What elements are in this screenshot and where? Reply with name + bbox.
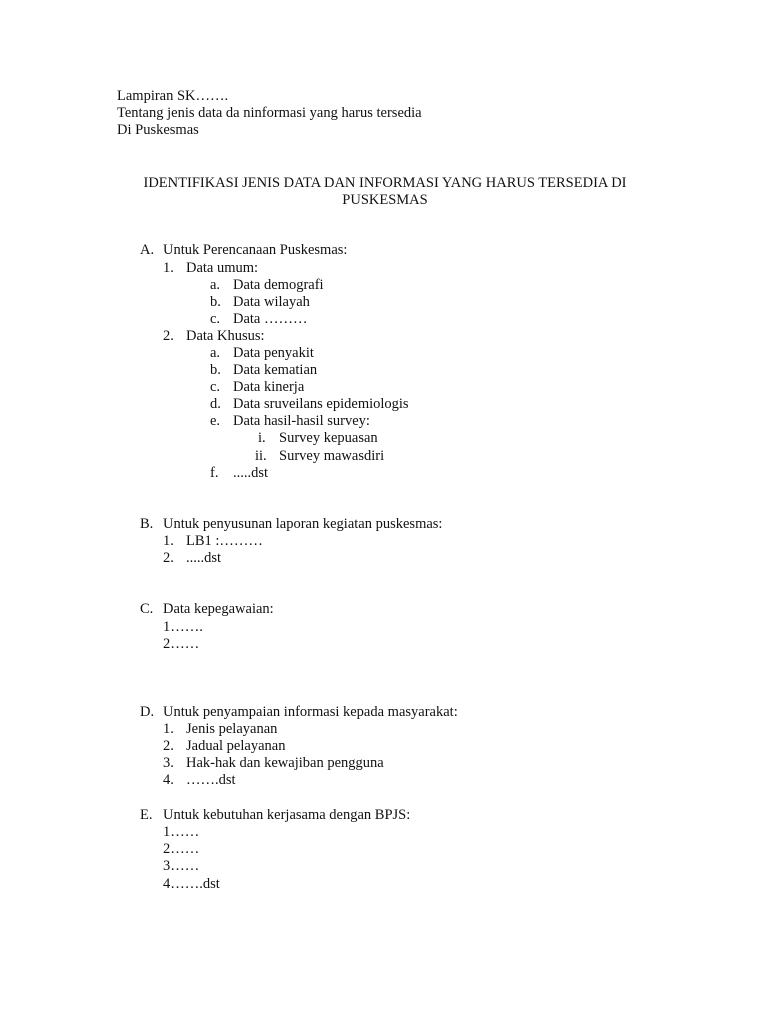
section-a-2-sub-a-marker: a. [210, 345, 221, 361]
section-e-marker: E. [140, 807, 153, 823]
section-a-2-sub-e-label: Data hasil-hasil survey: [233, 413, 370, 429]
section-a-item-2-label: Data Khusus: [186, 328, 265, 344]
section-d-item-4-marker: 4. [163, 772, 174, 788]
section-e-line-2: 2…… [163, 841, 200, 857]
section-a-2-sub-c-marker: c. [210, 379, 221, 395]
section-b-item-2-label: .....dst [186, 550, 222, 566]
section-b-heading: Untuk penyusunan laporan kegiatan puskesmas: [163, 516, 443, 532]
section-a-2-sub-d-label: Data sruveilans epidemiologis [233, 396, 409, 412]
section-a-item-1-label: Data umum: [186, 260, 259, 276]
section-a-2-sub-a-label: Data penyakit [233, 345, 314, 361]
section-c-line-2: 2…… [163, 636, 200, 652]
section-a-item-2-marker: 2. [163, 328, 174, 344]
section-d-marker: D. [140, 704, 155, 720]
section-e-heading: Untuk kebutuhan kerjasama dengan BPJS: [163, 807, 411, 823]
section-e-line-1: 1…… [163, 824, 200, 840]
section-a-1-sub-b-label: Data wilayah [233, 294, 310, 310]
section-e-line-3: 3…… [163, 858, 200, 874]
section-a-1-sub-a-label: Data demografi [233, 277, 324, 293]
document-title-line-2: PUSKESMAS [342, 192, 428, 208]
section-a-2-sub-b-marker: b. [210, 362, 221, 378]
section-a-1-sub-c-label: Data ……… [233, 311, 308, 327]
section-a-2-e-sub-ii-marker: ii. [255, 448, 267, 464]
section-b-item-2-marker: 2. [163, 550, 174, 566]
section-a-1-sub-c-marker: c. [210, 311, 221, 327]
section-d-item-1-label: Jenis pelayanan [186, 721, 278, 737]
section-d-item-4-label: …….dst [186, 772, 236, 788]
section-a-2-sub-f-marker: f. [210, 465, 219, 481]
section-d-item-1-marker: 1. [163, 721, 174, 737]
section-a-2-e-sub-i-label: Survey kepuasan [279, 430, 378, 446]
section-a-marker: A. [140, 242, 155, 258]
header-line-1: Lampiran SK……. [117, 88, 229, 104]
section-d-item-2-label: Jadual pelayanan [186, 738, 286, 754]
section-a-2-sub-d-marker: d. [210, 396, 221, 412]
section-c-marker: C. [140, 601, 154, 617]
section-a-1-sub-a-marker: a. [210, 277, 221, 293]
section-e-line-4: 4…….dst [163, 876, 220, 892]
section-a-2-e-sub-i-marker: i. [258, 430, 266, 446]
section-d-item-3-marker: 3. [163, 755, 174, 771]
section-a-1-sub-b-marker: b. [210, 294, 221, 310]
section-d-item-3-label: Hak-hak dan kewajiban pengguna [186, 755, 384, 771]
section-a-2-sub-b-label: Data kematian [233, 362, 318, 378]
section-a-heading: Untuk Perencanaan Puskesmas: [163, 242, 348, 258]
section-a-2-sub-c-label: Data kinerja [233, 379, 305, 395]
section-c-heading: Data kepegawaian: [163, 601, 274, 617]
section-a-2-e-sub-ii-label: Survey mawasdiri [279, 448, 385, 464]
header-line-2: Tentang jenis data da ninformasi yang harus tersedia [117, 105, 422, 121]
section-a-2-sub-e-marker: e. [210, 413, 221, 429]
section-b-item-1-label: LB1 :……… [186, 533, 263, 549]
section-c-line-1: 1……. [163, 619, 203, 635]
section-a-2-sub-f-label: .....dst [233, 465, 269, 481]
section-b-marker: B. [140, 516, 154, 532]
document-title-line-1: IDENTIFIKASI JENIS DATA DAN INFORMASI YANG HARUS TERSEDIA DI [143, 175, 627, 191]
section-a-item-1-marker: 1. [163, 260, 174, 276]
section-b-item-1-marker: 1. [163, 533, 174, 549]
header-line-3: Di Puskesmas [117, 122, 199, 138]
section-d-item-2-marker: 2. [163, 738, 174, 754]
section-d-heading: Untuk penyampaian informasi kepada masyarakat: [163, 704, 458, 720]
